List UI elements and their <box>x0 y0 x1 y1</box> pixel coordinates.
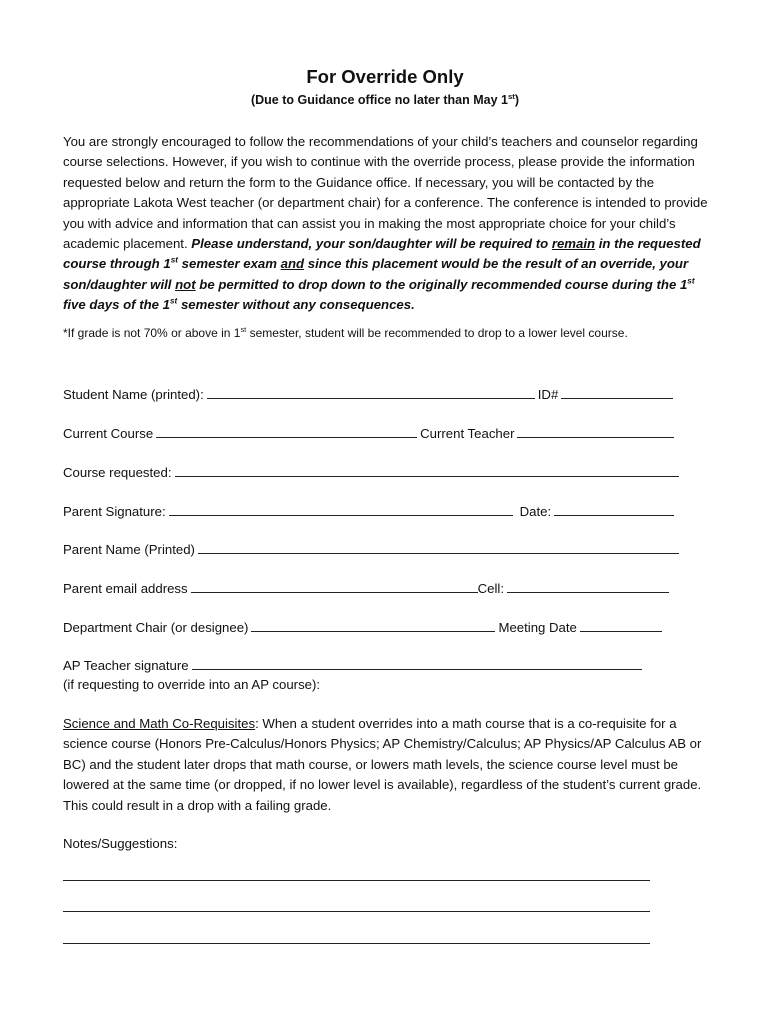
ap-note: (if requesting to override into an AP course): <box>63 677 321 692</box>
notes-line-3[interactable] <box>63 943 650 944</box>
parent-name-field[interactable] <box>198 541 679 554</box>
parent-signature-field[interactable] <box>169 503 513 516</box>
science-heading: Science and Math Co-Requisites <box>63 716 256 731</box>
date-label: Date: <box>519 504 552 519</box>
notes-line-1[interactable] <box>63 880 650 881</box>
science-math-paragraph <box>63 714 713 816</box>
ap-teacher-field[interactable] <box>192 657 642 670</box>
parent-email-row <box>63 580 703 596</box>
dept-chair-label: Department Chair (or designee) <box>63 620 249 635</box>
cell-field[interactable] <box>507 580 669 593</box>
intro-plain: You are strongly encouraged to follow the recommendations of your child’s teachers and counselor regarding course selections. However, if you wish to continue with the override process, please provide the information requested below and return the form to the Guidance office. If necessary, you will be contacted by the appropriate Lakota West teacher (or department chair) for a conference. The conference is intended to provide you with advice and information that can assist you in making the most appropriate choice for your child’s academic placement. <box>63 134 708 252</box>
id-field[interactable] <box>561 386 673 399</box>
course-requested-label: Course requested: <box>63 465 172 480</box>
dept-chair-row <box>63 619 703 635</box>
student-name-field[interactable] <box>207 386 535 399</box>
current-course-row <box>63 425 703 441</box>
grade-note: *If grade is not 70% or above in 1st semester, student will be recommended to drop to a lower level course. <box>63 325 628 340</box>
subtitle-sup: st <box>507 91 515 101</box>
student-name-row <box>63 386 703 402</box>
parent-email-field[interactable] <box>191 580 478 593</box>
notes-line-2[interactable] <box>63 911 650 912</box>
current-teacher-label: Current Teacher <box>420 426 515 441</box>
parent-email-label: Parent email address <box>63 581 188 596</box>
meeting-date-field[interactable] <box>580 619 662 632</box>
intro-paragraph <box>63 132 713 316</box>
ap-teacher-row <box>63 657 703 673</box>
notes-label: Notes/Suggestions: <box>63 836 178 851</box>
date-field[interactable] <box>554 503 674 516</box>
cell-label: Cell: <box>477 581 505 596</box>
parent-signature-label: Parent Signature: <box>63 504 166 519</box>
page-subtitle <box>0 93 770 107</box>
parent-name-row <box>63 541 703 557</box>
parent-signature-row <box>63 503 703 519</box>
current-course-label: Current Course <box>63 426 154 441</box>
current-course-field[interactable] <box>156 425 417 438</box>
ap-teacher-label: AP Teacher signature <box>63 658 189 673</box>
current-teacher-field[interactable] <box>517 425 674 438</box>
subtitle-text: (Due to Guidance office no later than May 1 <box>250 93 508 107</box>
course-requested-row <box>63 464 703 480</box>
page-title: For Override Only <box>306 66 464 87</box>
parent-name-label: Parent Name (Printed) <box>63 542 195 557</box>
dept-chair-field[interactable] <box>251 619 495 632</box>
meeting-date-label: Meeting Date <box>498 620 577 635</box>
course-requested-field[interactable] <box>175 464 679 477</box>
ap-note-row <box>63 677 703 692</box>
science-body: : When a student overrides into a math course that is a co-requisite for a science course (Honors Pre-Calculus/Honors Physics; AP Chemistry/Calculus; AP Physics/AP Calculus AB or BC) and the student later drops that math course, or lowers math levels, the science course level must be lowered at the same time (or dropped, if no lower level is available), regardless of the student’s current grade. This could result in a drop with a failing grade. <box>63 716 702 813</box>
subtitle-close: ) <box>514 93 520 107</box>
id-label: ID# <box>537 387 559 402</box>
student-name-label: Student Name (printed): <box>63 387 204 402</box>
intro-emphasis: Please understand, your son/daughter will be required to remain in the requested course through 1st semester exam and since this placement would be the result of an override, your son/daughter will not be permitted to drop down to the originally recommended course during the 1st five days of the 1st semester without any consequences. <box>63 236 701 313</box>
